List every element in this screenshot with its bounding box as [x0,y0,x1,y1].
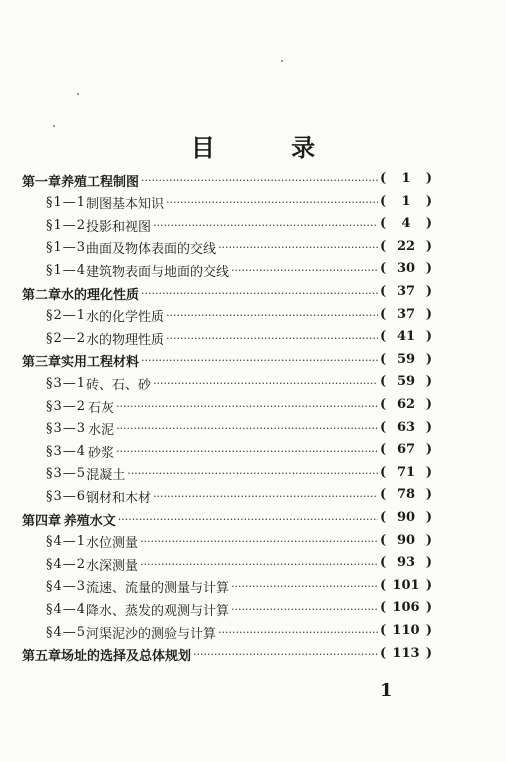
page-ref: ( 71 ) [380,464,432,480]
page-ref: ( 110 ) [380,623,432,638]
entry-title: 水深测量 [86,558,139,574]
entry-number: §4—1 [46,534,87,550]
page-ref-number: 93 [396,555,416,571]
entry-number: §1—3 [46,240,87,256]
dot-leader [231,580,378,593]
entry-number: §1—4 [46,262,87,278]
page-ref-number: 4 [401,216,411,232]
page-ref: ( 1 ) [380,193,432,209]
page-ref-number: 63 [396,419,416,435]
page-ref-number: 71 [396,464,416,480]
entry-number: 第五章 [22,649,62,665]
page-ref: ( 101 ) [380,577,432,593]
toc-chapter-row [22,170,380,190]
page-ref: ( 113 ) [380,645,432,661]
toc-chapter-row [22,645,380,665]
entry-number: §4—5 [46,624,87,640]
page-ref-number: 101 [392,577,420,593]
page-ref-number: 1 [401,171,411,186]
toc-section-row [46,622,380,642]
toc-section-row [46,373,380,393]
entry-number: 第一章 [22,174,62,190]
toc-chapter-row [22,351,380,371]
dot-leader [153,219,378,232]
toc-section-row [46,577,380,597]
entry-title: 河渠泥沙的测验与计算 [86,626,217,642]
page-ref: ( 106 ) [380,600,432,616]
toc-chapter-row [22,509,380,529]
toc-section-row [46,532,380,552]
page-ref-number: 110 [392,623,420,638]
entry-title: 流速、流量的测量与计算 [86,581,230,597]
page-ref: ( 37 ) [380,284,432,299]
page-ref: ( 93 ) [380,555,432,571]
entry-title: 混凝土 [86,468,126,484]
entry-number: §3—4 [46,443,87,459]
entry-title: 养殖水文 [63,513,116,529]
page-ref: ( 67 ) [380,442,432,458]
toc-section-row [46,486,380,506]
entry-number: §1—1 [46,195,87,211]
entry-number: §3—3 [46,421,87,437]
dot-leader [116,445,378,458]
entry-title: 曲面及物体表面的交线 [86,242,217,258]
entry-number: 第四章 [22,513,62,529]
dot-leader [140,535,378,548]
toc-section-row [46,306,380,326]
dot-leader [141,287,378,300]
page-ref-number: 30 [396,261,416,277]
dot-leader [218,241,378,254]
entry-title: 实用工程材料 [61,355,140,371]
page-ref-number: 37 [396,306,416,322]
entry-title: 水的化学性质 [86,310,165,326]
toc-section-row [46,193,380,213]
page-ref: ( 90 ) [380,510,432,525]
entry-number: §2—1 [46,308,87,324]
dot-leader [141,174,378,187]
entry-title: 建筑物表面与地面的交线 [86,264,230,280]
page-ref: ( 59 ) [380,351,432,367]
toc-section-row [46,599,380,619]
toc-section-row [46,464,380,484]
dot-leader [218,626,378,639]
entry-title: 场址的选择及总体规划 [61,649,192,665]
entry-number: 第三章 [22,355,62,371]
entry-title: 砖、石、砂 [86,377,152,393]
entry-number: §1—2 [46,217,87,233]
dot-leader [116,400,378,413]
page-ref-number: 59 [396,351,416,367]
toc-chapter-row [22,283,380,303]
dot-leader [166,332,378,345]
entry-title: 水泥 [88,423,115,439]
dot-leader [166,196,378,209]
dot-leader [193,648,378,661]
page-ref-number: 41 [396,329,416,345]
page-ref: ( 1 ) [380,171,432,186]
dot-leader [118,513,378,526]
entry-number: §4—3 [46,579,87,595]
page-number: 1 [380,680,393,701]
entry-number: §2—2 [46,330,87,346]
entry-title: 石灰 [88,400,115,416]
dot-leader [141,354,378,367]
page-ref: ( 4 ) [380,216,432,232]
dot-leader [231,264,378,277]
entry-title: 砂浆 [88,445,115,461]
dot-leader [127,467,378,480]
page-ref-number: 62 [396,397,416,412]
toc-section-row [46,260,380,280]
entry-title: 水位测量 [86,536,139,552]
page-ref-number: 1 [401,193,411,209]
page-ref-number: 67 [396,442,416,458]
entry-title: 制图基本知识 [86,197,165,213]
toc-section-row [46,419,380,439]
page-ref-number: 113 [392,645,420,661]
page-ref-number: 37 [396,284,416,299]
toc-section-row [46,554,380,574]
entry-number: §3—6 [46,488,87,504]
toc-section-row [46,328,380,348]
dot-leader [231,603,378,616]
page-ref: ( 62 ) [380,397,432,412]
page-ref-number: 22 [396,238,416,254]
page-ref: ( 78 ) [380,487,432,503]
entry-title: 水的理化性质 [61,287,140,303]
page-ref-number: 90 [396,532,416,548]
dot-leader [166,309,378,322]
page-ref: ( 90 ) [380,532,432,548]
entry-number: §3—5 [46,466,87,482]
page-ref: ( 59 ) [380,374,432,390]
dot-leader [116,422,378,435]
entry-number: §4—2 [46,556,87,572]
entry-number: §3—1 [46,375,87,391]
page-ref: ( 30 ) [380,261,432,277]
page-ref: ( 41 ) [380,329,432,345]
page-ref-number: 106 [392,600,420,616]
entry-title: 养殖工程制图 [61,174,140,190]
entry-number: 第二章 [22,287,62,303]
page-ref: ( 63 ) [380,419,432,435]
entry-title: 降水、蒸发的观测与计算 [86,603,230,619]
dot-leader [153,490,378,503]
entry-title: 投影和视图 [86,219,152,235]
page-ref-number: 78 [396,487,416,503]
dot-leader [153,377,378,390]
toc-section-row [46,215,380,235]
page-title: 目 录 [190,133,350,162]
toc-section-row [46,396,380,416]
page-ref-number: 59 [396,374,416,390]
entry-title: 水的物理性质 [86,332,165,348]
page-ref-number: 90 [396,510,416,525]
entry-title: 钢材和木材 [86,490,152,506]
page-ref: ( 22 ) [380,238,432,254]
entry-number: §3—2 [46,398,87,414]
toc-section-row [46,238,380,258]
dot-leader [140,558,378,571]
toc-section-row [46,441,380,461]
entry-number: §4—4 [46,601,87,617]
page-ref: ( 37 ) [380,306,432,322]
